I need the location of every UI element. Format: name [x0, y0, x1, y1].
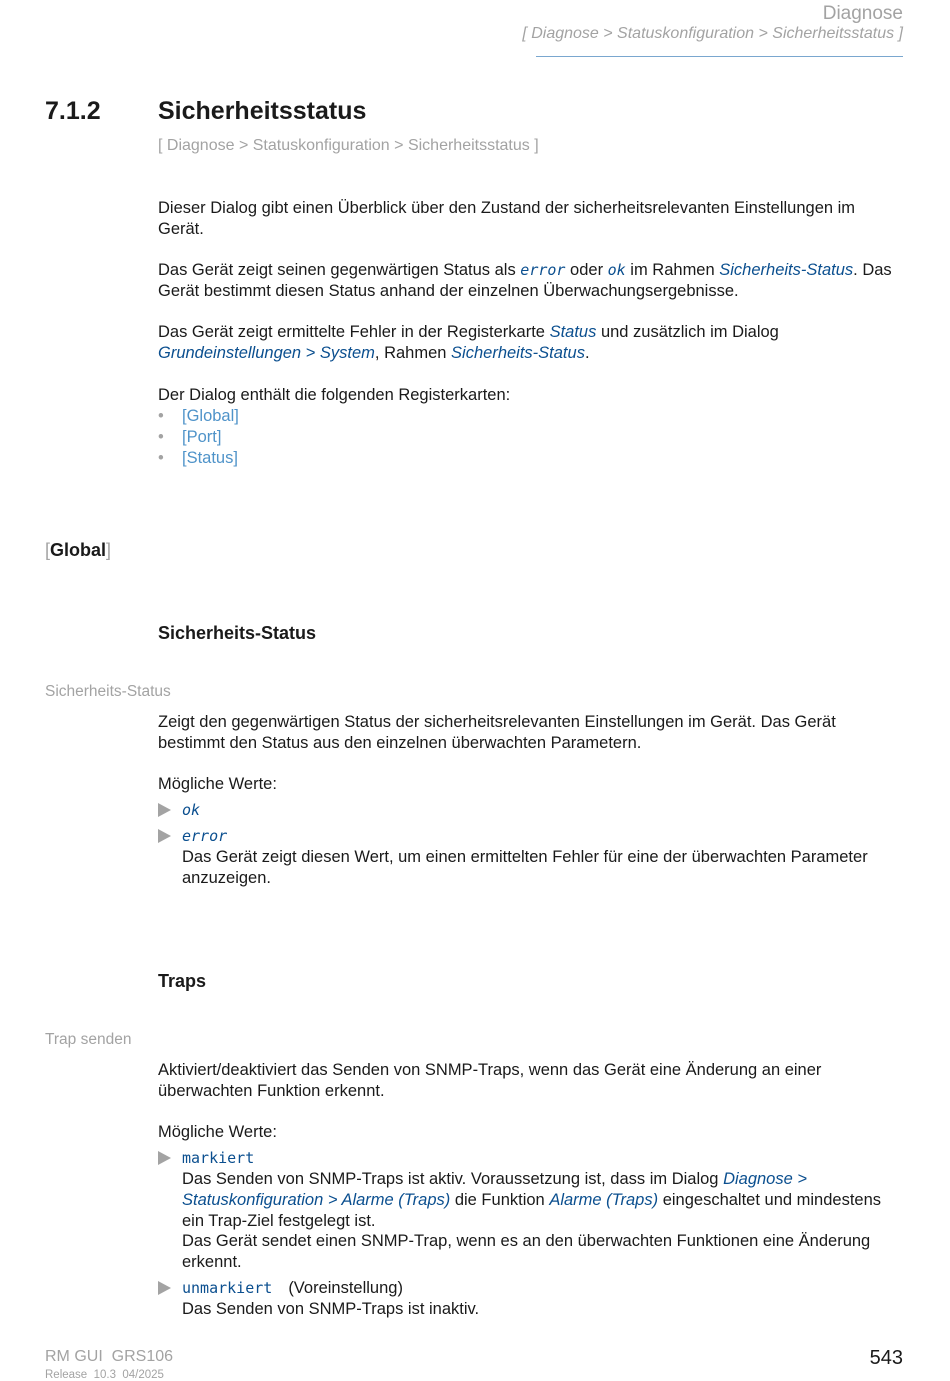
possible-value: error: [182, 827, 228, 845]
value-description: Das Gerät zeigt diesen Wert, um einen ermittelten Fehler für eine der überwachten Parameter anzuzeigen.: [182, 848, 868, 887]
frame-heading-traps: Traps: [158, 971, 207, 991]
parameter-label: Sicherheits-Status: [45, 683, 171, 700]
footer-release: Release 10.3 04/2025: [45, 1369, 164, 1381]
triangle-bullet-icon: [158, 803, 171, 817]
triangle-bullet-icon: [158, 829, 171, 843]
frame-reference: Sicherheits-Status: [451, 344, 585, 362]
tab-link-status[interactable]: [Status]: [182, 449, 238, 467]
parameter-label: Trap senden: [45, 1031, 132, 1048]
bullet-icon: •: [158, 449, 164, 467]
footer-product: RM GUI GRS106: [45, 1348, 174, 1365]
page-number: 543: [869, 1347, 903, 1369]
value-description: Das Gerät sendet einen SNMP-Trap, wenn es an den überwachten Funktionen eine Änderung erkennt.: [182, 1232, 871, 1271]
intro-paragraph-3: Das Gerät zeigt ermittelte Fehler in der Registerkarte Status und zusätzlich im Dialog Grundeinstellungen > System, Rahmen Sicherheits-Status.: [158, 323, 779, 362]
parameter-description: Aktiviert/deaktiviert das Senden von SNMP-Traps, wenn das Gerät eine Änderung an einer überwachten Funktion erkennt.: [158, 1061, 822, 1100]
running-header-path: [ Diagnose > Statuskonfiguration > Sicherheitsstatus ]: [522, 25, 903, 42]
possible-values-label: Mögliche Werte:: [158, 1123, 277, 1141]
intro-paragraph-4: Der Dialog enthält die folgenden Registerkarten:: [158, 386, 511, 404]
triangle-bullet-icon: [158, 1281, 171, 1295]
dialog-reference: Grundeinstellungen > System: [158, 344, 375, 362]
default-marker: (Voreinstellung): [288, 1279, 403, 1297]
value-ok: ok: [607, 261, 626, 279]
dialog-reference: Diagnose > Statuskonfiguration > Alarme (Traps): [182, 1170, 807, 1209]
function-reference: Alarme (Traps): [549, 1191, 659, 1209]
bullet-icon: •: [158, 407, 164, 425]
list-item: [158, 427, 221, 448]
frame-reference: Sicherheits-Status: [719, 261, 854, 279]
possible-value: ok: [182, 801, 201, 819]
intro-paragraph-2: Das Gerät zeigt seinen gegenwärtigen Status als error oder ok im Rahmen Sicherheits-Status. Das Gerät bestimmt diesen Status anhand der einzelnen Überwachungsergebnisse.: [158, 261, 892, 300]
value-description: Das Senden von SNMP-Traps ist aktiv. Voraussetzung ist, dass im Dialog Diagnose > Statuskonfiguration > Alarme (Traps) die Funktion Alarme (Traps) eingeschaltet und mindestens ein Trap-Ziel festgelegt ist.: [182, 1170, 882, 1230]
section-number: 7.1.2: [45, 97, 101, 125]
tab-reference: Status: [549, 323, 597, 341]
intro-paragraph-1: Dieser Dialog gibt einen Überblick über den Zustand der sicherheitsrelevanten Einstellungen im Gerät.: [158, 199, 856, 238]
bullet-icon: •: [158, 428, 164, 446]
frame-heading-security-status: Sicherheits-Status: [158, 623, 317, 643]
running-header-title: Diagnose: [822, 3, 903, 24]
possible-value: unmarkiert (Voreinstellung): [182, 1279, 403, 1297]
tab-link-port[interactable]: [Port]: [182, 428, 222, 446]
section-title: Sicherheitsstatus: [158, 97, 367, 125]
value-error: error: [520, 261, 566, 279]
parameter-description: Zeigt den gegenwärtigen Status der sicherheitsrelevanten Einstellungen im Gerät. Das Gerät bestimmt den Status aus den einzelnen überwachten Parametern.: [158, 713, 836, 752]
possible-values-label: Mögliche Werte:: [158, 775, 277, 793]
section-breadcrumb: [ Diagnose > Statuskonfiguration > Sicherheitsstatus ]: [158, 137, 539, 154]
value-description: Das Senden von SNMP-Traps ist inaktiv.: [182, 1300, 480, 1318]
triangle-bullet-icon: [158, 1151, 171, 1165]
list-item: [158, 406, 239, 427]
header-divider: [536, 56, 903, 57]
tab-heading-global: [Global]: [45, 540, 112, 560]
list-item: [158, 448, 238, 469]
possible-value: markiert: [182, 1149, 255, 1167]
tab-link-global[interactable]: [Global]: [182, 407, 239, 425]
